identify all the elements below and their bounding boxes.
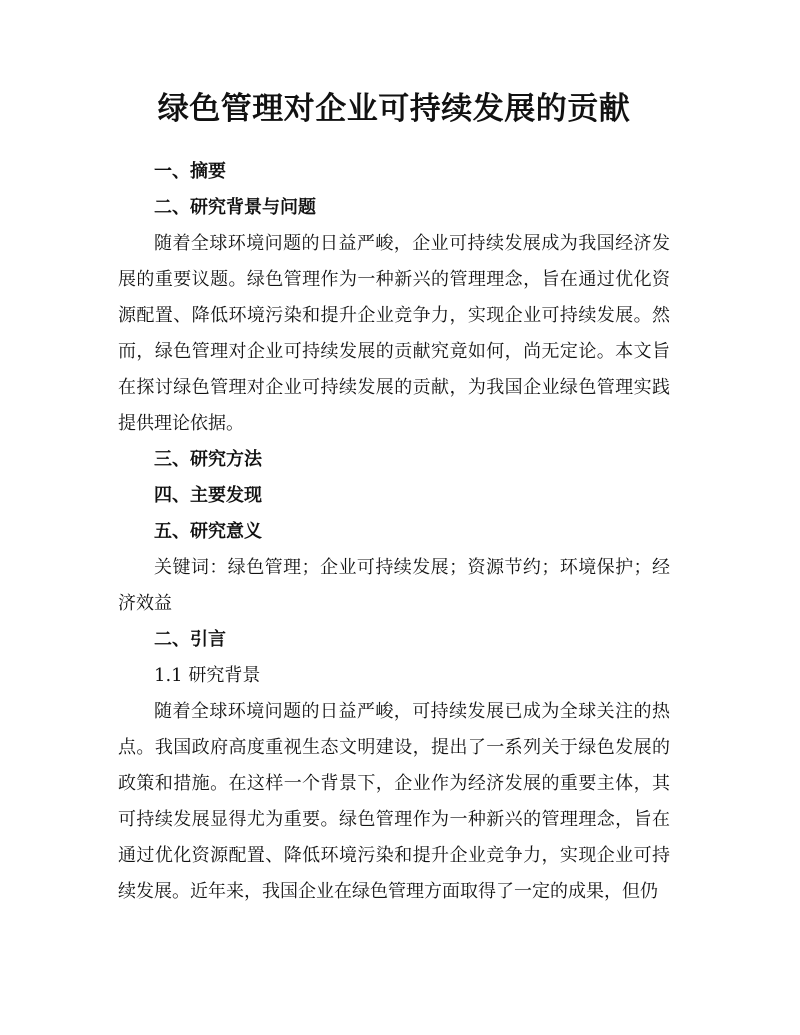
keywords-paragraph: 关键词：绿色管理；企业可持续发展；资源节约；环境保护；经济效益 [118,557,670,614]
section-heading-abstract: 一、摘要 [154,161,226,182]
introduction-paragraph: 随着全球环境问题的日益严峻，可持续发展已成为全球关注的热点。我国政府高度重视生态文明建设，提出了一系列关于绿色发展的政策和措施。在这样一个背景下，企业作为经济发展的重要主体，其可持续发展显得尤为重要。绿色管理作为一种新兴的管理理念，旨在通过优化资源配置、降低环境污染和提升企业竞争力，实现企业可持续发展。近年来，我国企业在绿色管理方面取得了一定的成果，但仍 [118,701,670,902]
section-heading-methods: 三、研究方法 [154,449,262,470]
section-heading-significance: 五、研究意义 [154,521,262,542]
background-paragraph: 随着全球环境问题的日益严峻，企业可持续发展成为我国经济发展的重要议题。绿色管理作为一种新兴的管理理念，旨在通过优化资源配置、降低环境污染和提升企业竞争力，实现企业可持续发展。然而，绿色管理对企业可持续发展的贡献究竟如何，尚无定论。本文旨在探讨绿色管理对企业可持续发展的贡献，为我国企业绿色管理实践提供理论依据。 [118,233,670,434]
document-title: 绿色管理对企业可持续发展的贡献 [157,91,631,127]
section-heading-introduction: 二、引言 [154,629,226,650]
section-heading-background: 二、研究背景与问题 [154,197,316,218]
subsection-heading-research-background: 1.1 研究背景 [154,665,261,686]
section-heading-findings: 四、主要发现 [154,485,262,506]
